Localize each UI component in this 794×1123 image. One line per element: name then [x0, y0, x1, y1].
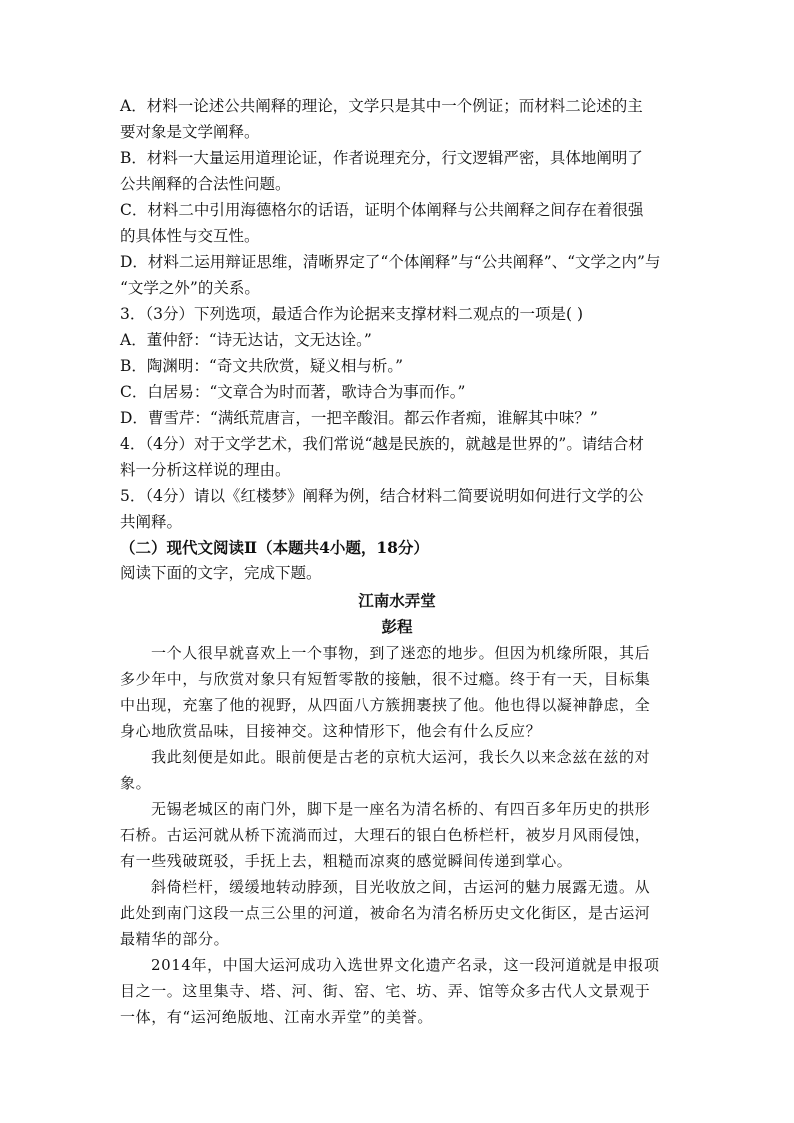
option-a-line-2: 要对象是文学阐释。	[120, 123, 260, 141]
passage-line: 中出现，充塞了他的视野，从四面八方簇拥裹挟了他。他也得以凝神静虑，全	[120, 696, 651, 714]
section-heading: （二）现代文阅读Ⅱ（本题共4小题，18分）	[120, 538, 429, 557]
question-3-option-a: A．董仲舒：“诗无达诂，文无达诠。”	[120, 331, 372, 349]
option-b-line-1: B．材料一大量运用道理论证，作者说理充分，行文逻辑严密，具体地阐明了	[120, 149, 643, 167]
passage-line: 斜倚栏杆，缓缓地转动脖颈，目光收放之间，古运河的魅力展露无遗。从	[151, 878, 651, 896]
passage-line: 象。	[120, 774, 152, 792]
question-3-option-b: B．陶渊明：“奇文共欣赏，疑义相与析。”	[120, 357, 403, 375]
passage-line: 2014年，中国大运河成功入选世界文化遗产名录，这一段河道就是申报项	[151, 956, 660, 974]
option-d-line-1: D．材料二运用辩证思维，清晰界定了“个体阐释”与“公共阐释”、“文学之内”与	[120, 253, 661, 271]
option-d-line-2: “文学之外”的关系。	[120, 279, 260, 297]
passage-line: 石桥。古运河就从桥下流淌而过，大理石的银白色桥栏杆，被岁月风雨侵蚀，	[120, 826, 651, 844]
passage-line: 有一些残破斑驳，手抚上去，粗糙而凉爽的感觉瞬间传递到掌心。	[120, 852, 573, 870]
option-b-line-2: 公共阐释的合法性问题。	[120, 175, 291, 193]
question-5-line-1: 5．（4分）请以《红楼梦》阐释为例，结合材料二简要说明如何进行文学的公	[120, 487, 644, 505]
question-3-option-d: D．曹雪芹：“满纸荒唐言，一把辛酸泪。都云作者痴，谁解其中味？”	[120, 409, 598, 427]
passage-line: 目之一。这里集寺、塔、河、街、窑、宅、坊、弄、馆等众多古代人文景观于	[120, 982, 651, 1000]
passage-line: 无锡老城区的南门外，脚下是一座名为清名桥的、有四百多年历史的拱形	[151, 800, 651, 818]
option-c-line-1: C．材料二中引用海德格尔的话语，证明个体阐释与公共阐释之间存在着很强	[120, 201, 644, 219]
question-4-line-1: 4．（4分）对于文学艺术，我们常说“越是民族的，就越是世界的”。请结合材	[120, 435, 644, 453]
question-3-option-c: C．白居易：“文章合为时而著，歌诗合为事而作。”	[120, 383, 466, 401]
section-instruction: 阅读下面的文字，完成下题。	[120, 564, 322, 582]
article-title: 江南水弄堂	[358, 591, 436, 610]
passage-line: 身心地欣赏品味，目接神交。这种情形下，他会有什么反应？	[120, 722, 542, 740]
option-a-line-1: A．材料一论述公共阐释的理论，文学只是其中一个例证；而材料二论述的主	[120, 97, 643, 115]
passage-line: 最精华的部分。	[120, 930, 230, 948]
passage-line: 一体，有“运河绝版地、江南水弄堂”的美誉。	[120, 1008, 433, 1026]
passage-line: 一个人很早就喜欢上一个事物，到了迷恋的地步。但因为机缘所限，其后	[151, 644, 651, 662]
option-c-line-2: 的具体性与交互性。	[120, 227, 260, 245]
question-5-line-2: 共阐释。	[120, 513, 183, 531]
question-3-stem: 3．（3分）下列选项，最适合作为论据来支撑材料二观点的一项是( )	[120, 305, 583, 323]
passage-line: 多少年中，与欣赏对象只有短暂零散的接触，很不过瘾。终于有一天，目标集	[120, 670, 651, 688]
passage-line: 此处到南门这段一点三公里的河道，被命名为清名桥历史文化街区，是古运河	[120, 904, 651, 922]
article-author: 彭程	[381, 617, 413, 636]
question-4-line-2: 料一分析这样说的理由。	[120, 461, 291, 479]
passage-line: 我此刻便是如此。眼前便是古老的京杭大运河，我长久以来念兹在兹的对	[151, 748, 651, 766]
